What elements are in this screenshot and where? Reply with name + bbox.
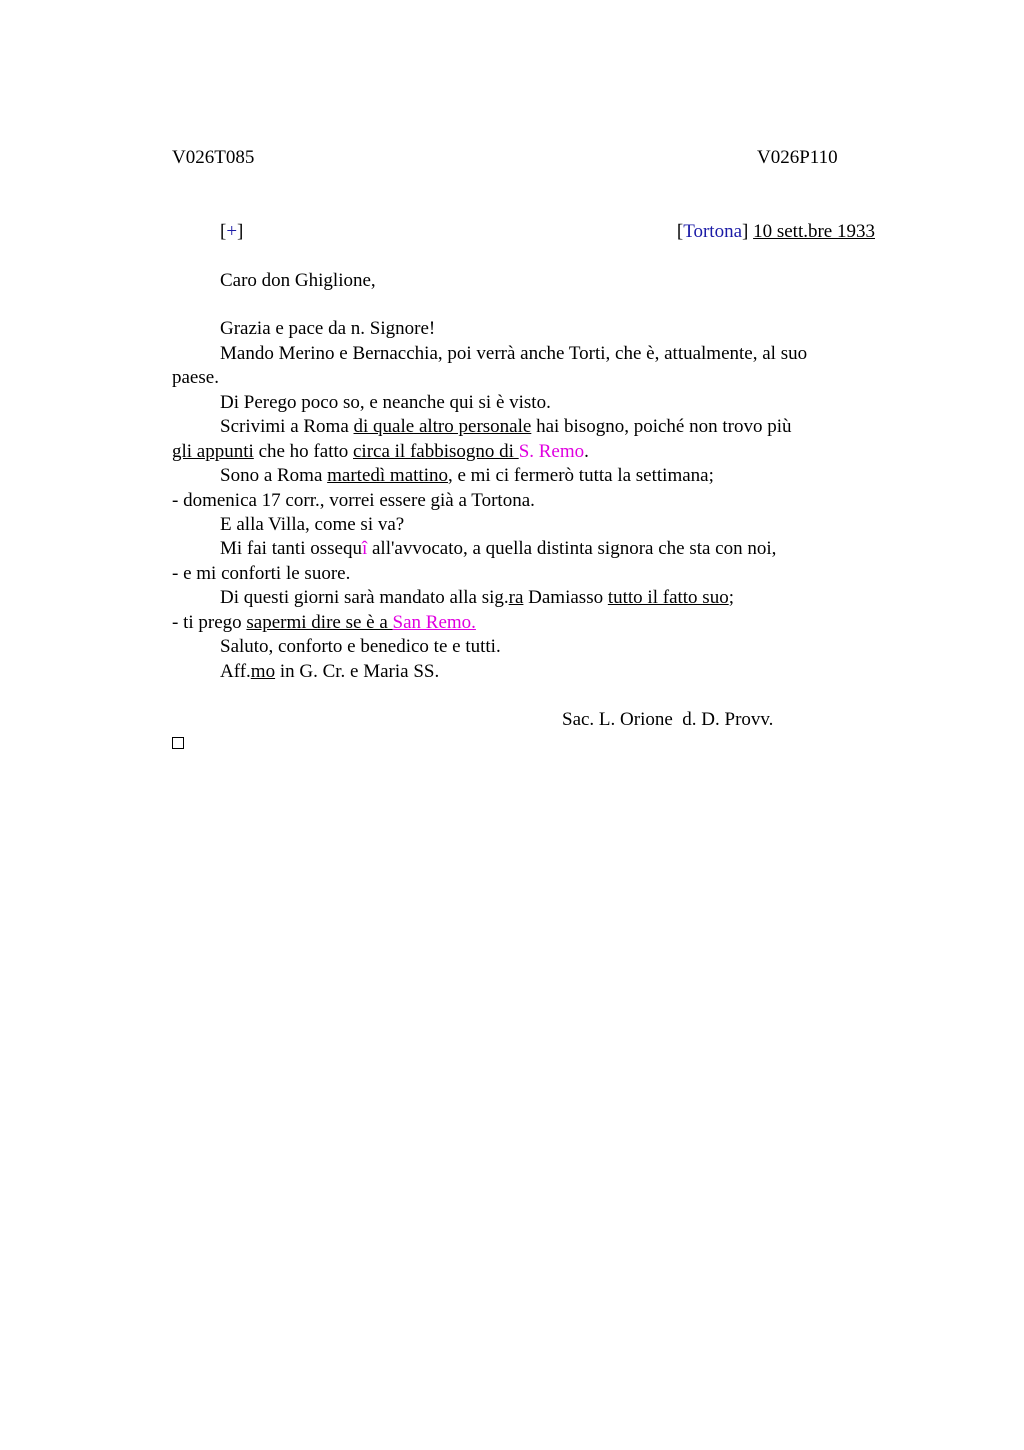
text-span: Di questi giorni sarà mandato alla sig. bbox=[220, 587, 509, 608]
underlined-text: sapermi dire se è a bbox=[246, 612, 393, 633]
letter-line-1: Grazia e pace da n. Signore! bbox=[220, 318, 436, 339]
text-span: all'avvocato, a quella distinta signora che sta con noi, bbox=[367, 538, 777, 559]
cross-marker bbox=[220, 220, 243, 244]
salutation: Caro don Ghiglione, bbox=[220, 270, 376, 291]
text-span: Mi fai tanti ossequ bbox=[220, 538, 362, 559]
letter-line-10 bbox=[220, 537, 776, 561]
bracket-open: [ bbox=[676, 221, 684, 242]
letter-line-13 bbox=[172, 611, 476, 635]
letter-line-3: paese. bbox=[172, 367, 219, 388]
text-span: che ho fatto bbox=[253, 441, 353, 462]
letter-line-2: Mando Merino e Bernacchia, poi verrà anche Torti, che è, attualmente, al suo bbox=[220, 343, 808, 364]
bracket-close: ] bbox=[237, 221, 244, 242]
place-name: S. Remo bbox=[518, 441, 585, 462]
cross-symbol: + bbox=[226, 221, 238, 242]
text-span: - ti prego bbox=[172, 612, 247, 633]
place-name: San Remo. bbox=[392, 612, 476, 633]
letter-line-5 bbox=[220, 415, 791, 439]
text-span: , e mi ci fermerò tutta la settimana; bbox=[447, 465, 714, 486]
bracket-close: ] bbox=[742, 221, 749, 242]
text-span: . bbox=[584, 441, 589, 462]
document-code-right: V026P110 bbox=[757, 147, 838, 168]
letter-line-11: - e mi conforti le suore. bbox=[172, 563, 351, 584]
text-span: Scrivimi a Roma bbox=[220, 416, 354, 437]
editorial-mark: î bbox=[361, 538, 368, 559]
letter-line-12 bbox=[220, 586, 734, 610]
text-span: hai bisogno, poiché non trovo più bbox=[531, 416, 792, 437]
letter-line-9: E alla Villa, come si va? bbox=[220, 514, 405, 535]
underlined-text: di quale altro personale bbox=[353, 416, 532, 437]
letter-line-6 bbox=[172, 440, 589, 464]
text-span: Aff. bbox=[220, 661, 251, 682]
letter-line-7 bbox=[220, 464, 714, 488]
underlined-text: mo bbox=[250, 661, 276, 682]
underlined-text: ra bbox=[508, 587, 524, 608]
underlined-text: tutto il fatto suo bbox=[607, 587, 729, 608]
place-date bbox=[677, 220, 875, 244]
underlined-text: circa il fabbisogno di bbox=[353, 441, 519, 462]
letter-line-8: - domenica 17 corr., vorrei essere già a Tortona. bbox=[172, 490, 535, 511]
letter-line-15 bbox=[220, 660, 439, 684]
end-square-icon bbox=[172, 737, 184, 749]
letter-date: 10 sett.bre 1933 bbox=[753, 221, 875, 242]
text-span: ; bbox=[728, 587, 734, 608]
bracket-open: [ bbox=[220, 221, 227, 242]
text-span: Sono a Roma bbox=[220, 465, 328, 486]
letter-line-14: Saluto, conforto e benedico te e tutti. bbox=[220, 636, 501, 657]
text-span: Damiasso bbox=[523, 587, 608, 608]
text-span: in G. Cr. e Maria SS. bbox=[275, 661, 440, 682]
document-code-left: V026T085 bbox=[172, 147, 255, 168]
underlined-text: martedì mattino bbox=[327, 465, 448, 486]
signature: Sac. L. Orione d. D. Provv. bbox=[562, 709, 774, 730]
place-name: Tortona bbox=[683, 221, 743, 242]
underlined-text: gli appunti bbox=[172, 441, 254, 462]
letter-line-4: Di Perego poco so, e neanche qui si è visto. bbox=[220, 392, 551, 413]
